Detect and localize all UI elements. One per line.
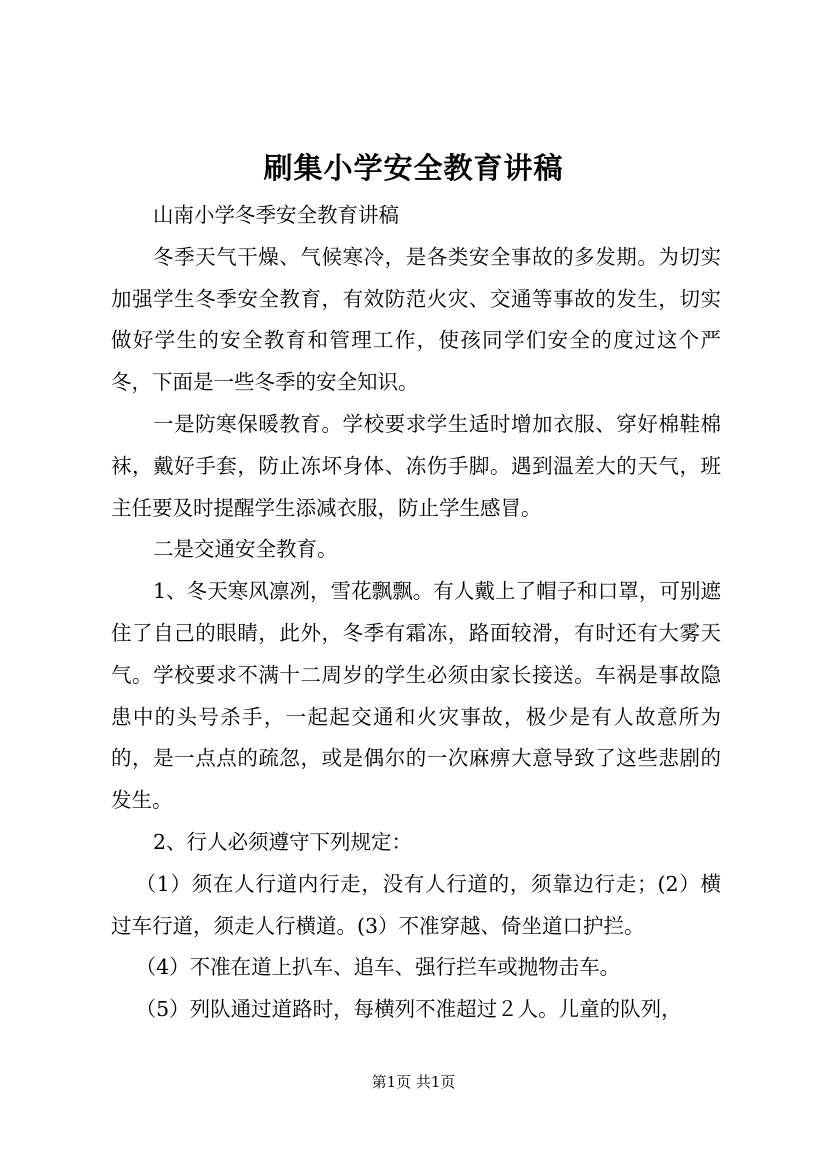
paragraph-traffic-point-1: 1、冬天寒风凛冽，雪花飘飘。有人戴上了帽子和口罩，可别遮住了自己的眼睛，此外，冬季有霜冻，路面较滑，有时还有大雾天气。学校要求不满十二周岁的学生必须由家长接送。车祸是事故隐患中的头号杀手，一起起交通和火灾事故，极少是有人故意所为的，是一点点的疏忽，或是偶尔的一次麻痹大意导致了这些悲剧的发生。 <box>111 579 721 813</box>
document-title: 刷集小学安全教育讲稿 <box>263 151 564 185</box>
paragraph-traffic-point-2: 2、行人必须遵守下列规定： <box>153 829 413 854</box>
document-body <box>111 195 721 1031</box>
paragraph-subtitle: 山南小学冬季安全教育讲稿 <box>153 203 400 227</box>
paragraph-rule-5: （5）列队通过道路时，每横列不准超过２人。儿童的队列， <box>135 997 682 1022</box>
paragraph-traffic-heading: 二是交通安全教育。 <box>153 537 338 562</box>
paragraph-intro: 冬季天气干燥、气候寒冷，是各类安全事故的多发期。为切实加强学生冬季安全教育，有效防范火灾、交通等事故的发生，切实做好学生的安全教育和管理工作，使孩同学们安全的度过这个严冬，下面是一些冬季的安全知识。 <box>111 244 721 395</box>
paragraph-rule-1-3: （1）须在人行道内行走，没有人行道的，须靠边行走；(2）横过车行道，须走人行横道。(3）不准穿越、倚坐道口护拦。 <box>111 871 721 938</box>
paragraph-cold-protection: 一是防寒保暖教育。学校要求学生适时增加衣服、穿好棉鞋棉袜，戴好手套，防止冻坏身体、冻伤手脚。遇到温差大的天气，班主任要及时提醒学生添减衣服，防止学生感冒。 <box>111 411 721 520</box>
page-footer: 第1页 共1页 <box>371 1073 456 1091</box>
paragraph-rule-4: （4）不准在道上扒车、追车、强行拦车或抛物击车。 <box>135 955 621 980</box>
